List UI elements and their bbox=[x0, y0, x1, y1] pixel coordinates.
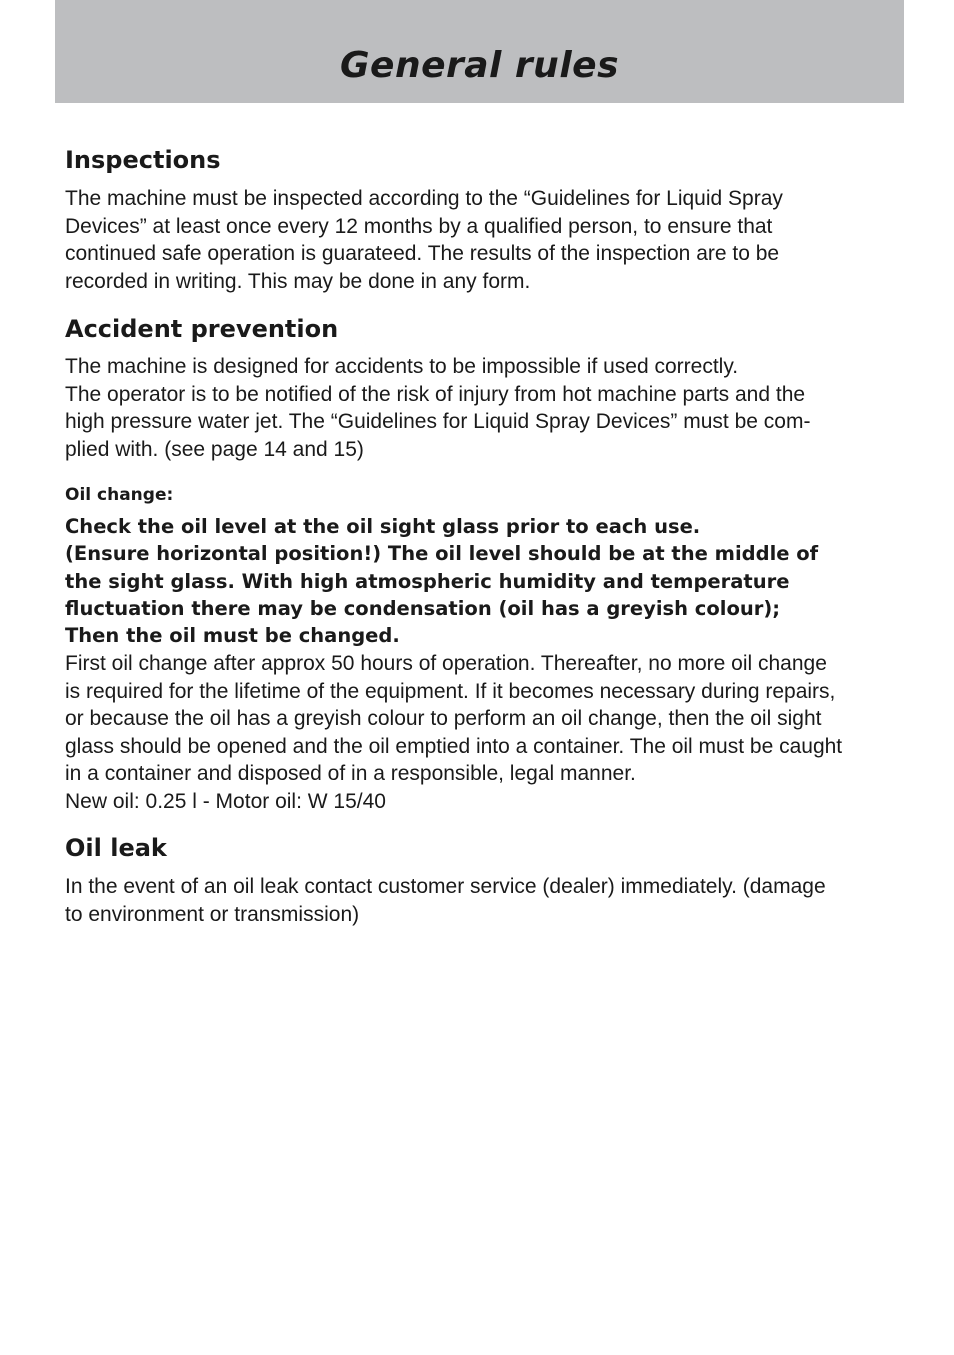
oil-change-warning bbox=[65, 513, 818, 649]
text-line: In the event of an oil leak contact customer service (dealer) immediately. (damage bbox=[65, 875, 826, 898]
text-line: high pressure water jet. The “Guidelines for Liquid Spray Devices” must be com- bbox=[65, 410, 811, 433]
page-title: General rules bbox=[340, 45, 619, 86]
oil-change-paragraph bbox=[65, 650, 895, 815]
text-line: continued safe operation is guarateed. The results of the inspection are to be bbox=[65, 242, 780, 265]
text-line: First oil change after approx 50 hours of operation. Thereafter, no more oil change bbox=[65, 652, 827, 675]
text-line: The machine must be inspected according to the “Guidelines for Liquid Spray bbox=[65, 187, 783, 210]
text-line: plied with. (see page 14 and 15) bbox=[65, 437, 364, 461]
text-line: is required for the lifetime of the equipment. If it becomes necessary during repairs, bbox=[65, 679, 836, 703]
text-line: glass should be opened and the oil emptied into a container. The oil must be caught bbox=[65, 734, 843, 758]
text-line: The operator is to be notified of the risk of injury from hot machine parts and the bbox=[65, 382, 806, 406]
text-line: in a container and disposed of in a responsible, legal manner. bbox=[65, 762, 636, 785]
header-band bbox=[55, 0, 904, 103]
oil-change-heading: Oil change: bbox=[65, 485, 174, 505]
inspections-heading: Inspections bbox=[65, 146, 221, 174]
text-line: or because the oil has a greyish colour to perform an oil change, then the oil sight bbox=[65, 707, 822, 730]
text-line: Devices” at least once every 12 months by a qualified person, to ensure that bbox=[65, 214, 773, 238]
text-line: recorded in writing. This may be done in any form. bbox=[65, 269, 531, 293]
oil-leak-heading: Oil leak bbox=[65, 834, 167, 862]
warning-line: fluctuation there may be condensation (oil has a greyish colour); bbox=[65, 596, 781, 620]
warning-line: Then the oil must be changed. bbox=[65, 624, 400, 648]
inspections-paragraph bbox=[65, 185, 895, 295]
accident-prevention-paragraph bbox=[65, 353, 895, 463]
accident-prevention-heading: Accident prevention bbox=[65, 315, 339, 343]
text-line: New oil: 0.25 l - Motor oil: W 15/40 bbox=[65, 789, 386, 813]
warning-line: Check the oil level at the oil sight glass prior to each use. bbox=[65, 515, 701, 538]
text-line: The machine is designed for accidents to be impossible if used correctly. bbox=[65, 355, 739, 378]
oil-leak-paragraph bbox=[65, 873, 895, 928]
warning-line: (Ensure horizontal position!) The oil level should be at the middle of bbox=[65, 542, 819, 566]
text-line: to environment or transmission) bbox=[65, 902, 360, 926]
warning-line: the sight glass. With high atmospheric humidity and temperature bbox=[65, 569, 790, 593]
